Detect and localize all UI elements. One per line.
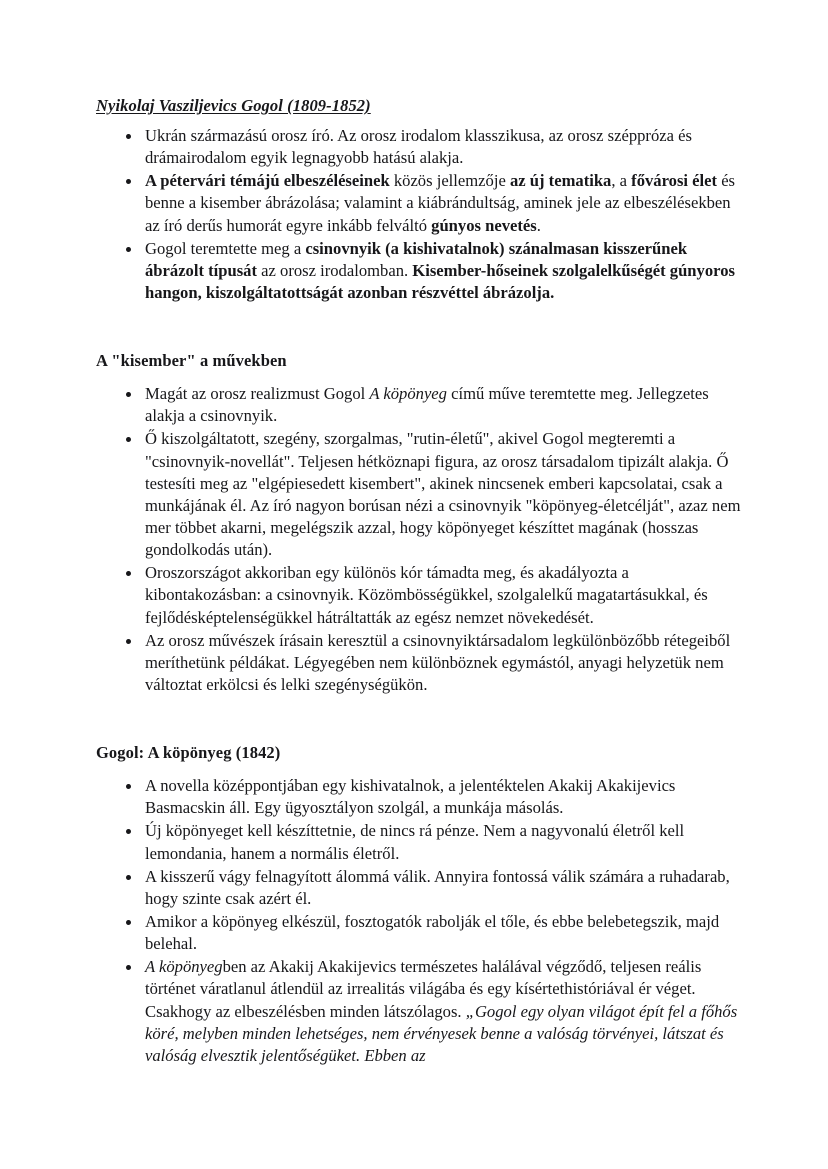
text-run: Amikor a köpönyeg elkészül, fosztogatók rabolják el tőle, és ebbe belebetegszik, majd belehal. bbox=[145, 911, 720, 954]
bold-run: fővárosi élet bbox=[631, 171, 722, 191]
text-run: Az orosz művészek írásain keresztül a csinovnyiktársadalom legkülönbözőbb rétegeiből meríthetünk példákat. Légyegében nem különböznek egymástól, anyagi helyzetük nem változtat erkölcsi és lelki szegénységükön. bbox=[145, 630, 731, 694]
page-title: Nyikolaj Vasziljevics Gogol (1809-1852) bbox=[96, 96, 371, 115]
bullet-dot-icon bbox=[126, 829, 131, 834]
list-item-text bbox=[145, 630, 746, 696]
bullet-dot-icon bbox=[126, 920, 131, 925]
bullet-list-kisember bbox=[96, 383, 746, 696]
italic-run: A köpönyeg bbox=[369, 384, 452, 404]
list-item bbox=[96, 238, 746, 304]
list-item-text bbox=[145, 956, 746, 1067]
text-run: közös jellemzője bbox=[393, 171, 510, 191]
bullet-dot-icon bbox=[126, 134, 131, 139]
text-run: Magát az orosz realizmust Gogol bbox=[145, 384, 370, 404]
bold-run: csinovnyik (a kishivatalnok) szánalmasan kisszerűnek ábrázolt típusát bbox=[145, 238, 688, 280]
bullet-dot-icon bbox=[126, 965, 131, 970]
bullet-dot-icon bbox=[126, 639, 131, 644]
list-item-text bbox=[145, 911, 746, 955]
bullet-dot-icon bbox=[126, 571, 131, 576]
bold-run: A pétervári témájú elbeszéléseinek bbox=[145, 171, 394, 191]
list-item bbox=[96, 911, 746, 955]
list-item-text bbox=[145, 866, 746, 910]
document-body bbox=[96, 96, 746, 1067]
list-item bbox=[96, 125, 746, 169]
list-item-text bbox=[145, 428, 746, 561]
list-item-text bbox=[145, 775, 746, 819]
list-item bbox=[96, 775, 746, 819]
list-item-text bbox=[145, 125, 746, 169]
bold-run: Kisember-hőseinek szolgalelkűségét gúnyoros hangon, kiszolgáltatottságát azonban részvéttel ábrázolja. bbox=[145, 260, 735, 302]
list-item bbox=[96, 820, 746, 864]
bullet-dot-icon bbox=[126, 179, 131, 184]
bullet-dot-icon bbox=[126, 875, 131, 880]
text-run: az orosz irodalomban. bbox=[261, 260, 413, 280]
text-run: A kisszerű vágy felnagyított álommá válik. Annyira fontossá válik számára a ruhadarab, hogy szinte csak azért él. bbox=[145, 866, 730, 908]
italic-run: „Gogol egy olyan világot épít fel a főhős köré, melyben minden lehetséges, nem érvényesek benne a valóság törvényei, látszat és valóság elvesztik jelentőségüket. Ebben az bbox=[145, 1001, 738, 1065]
text-run: és benne a kisember ábrázolása; valamint a kiábrándultság, aminek jele az elbeszélésekben az író derűs humorát egyre inkább felváltó bbox=[145, 171, 736, 235]
list-item-text bbox=[145, 820, 746, 864]
section-spacer bbox=[96, 305, 746, 351]
text-run: Új köpönyeget kell készíttetnie, de nincs rá pénze. Nem a nagyvonalú életről kell lemondania, hanem a normális életről. bbox=[145, 821, 685, 863]
text-run: A novella középpontjában egy kishivatalnok, a jelentéktelen Akakij Akakijevics Basmacskin áll. Egy ügyosztályon szolgál, a munkája másolás. bbox=[145, 776, 676, 818]
bullet-list-koponyeg bbox=[96, 775, 746, 1067]
list-item bbox=[96, 383, 746, 427]
bold-run: az új tematika bbox=[509, 171, 612, 191]
bullet-dot-icon bbox=[126, 784, 131, 789]
list-item bbox=[96, 630, 746, 696]
text-run: ben az Akakij Akakijevics természetes halálával végződő, teljesen reális történet váratlanul átlendül az irrealitás világába és egy kísértethistóriával ér véget. Csakhogy az elbeszélésben minden látszólagos. bbox=[145, 957, 702, 1021]
list-item-text bbox=[145, 383, 746, 427]
text-run: . bbox=[536, 215, 541, 235]
text-run: című műve teremtette meg. Jellegzetes alakja a csinovnyik. bbox=[145, 384, 709, 426]
text-run: Ő kiszolgáltatott, szegény, szorgalmas, "rutin-életű", akivel Gogol megteremti a "csinovnyik-novellát". Teljesen hétköznapi figura, az orosz társadalom tipizált alakja. Ő testesíti meg az "elgépiesedett kisembert", akinek nincsenek emberi kapcsolatai, csak a munkájának él. Az író nagyon borúsan nézi a csinovnyik "köpönyeg-életcélját", azaz nem mer többet akarni, megelégszik azzal, hogy köpönyeget készíttet magának (hosszas gondolkodás után). bbox=[145, 429, 741, 560]
text-run: Oroszországot akkoriban egy különös kór támadta meg, és akadályozta a kibontakozásban: a csinovnyik. Közömbösségükkel, szolgalelkű magatartásukkal, és fejlődésképtelenségükkel hátráltatták az egész nemzet növekedését. bbox=[145, 563, 708, 627]
text-run: Gogol teremtette meg a bbox=[145, 238, 306, 258]
list-item-text bbox=[145, 170, 746, 236]
list-item-text bbox=[145, 238, 746, 304]
list-item bbox=[96, 562, 746, 628]
section-heading-kisember: A "kisember" a művekben bbox=[96, 351, 287, 371]
list-item bbox=[96, 170, 746, 236]
list-item bbox=[96, 866, 746, 910]
italic-run: A köpönyeg bbox=[145, 957, 223, 977]
section-heading-koponyeg: Gogol: A köpönyeg (1842) bbox=[96, 743, 281, 763]
text-run: Ukrán származású orosz író. Az orosz irodalom klasszikusa, az orosz széppróza és drámairodalom egyik legnagyobb hatású alakja. bbox=[145, 126, 692, 168]
bullet-dot-icon bbox=[126, 247, 131, 252]
bullet-dot-icon bbox=[126, 437, 131, 442]
bullet-dot-icon bbox=[126, 392, 131, 397]
section-spacer bbox=[96, 697, 746, 743]
bullet-list-gogol-intro bbox=[96, 125, 746, 304]
bold-run: gúnyos nevetés bbox=[431, 215, 537, 235]
list-item bbox=[96, 956, 746, 1067]
list-item-text bbox=[145, 562, 746, 628]
list-item bbox=[96, 428, 746, 561]
text-run: , a bbox=[611, 171, 632, 191]
